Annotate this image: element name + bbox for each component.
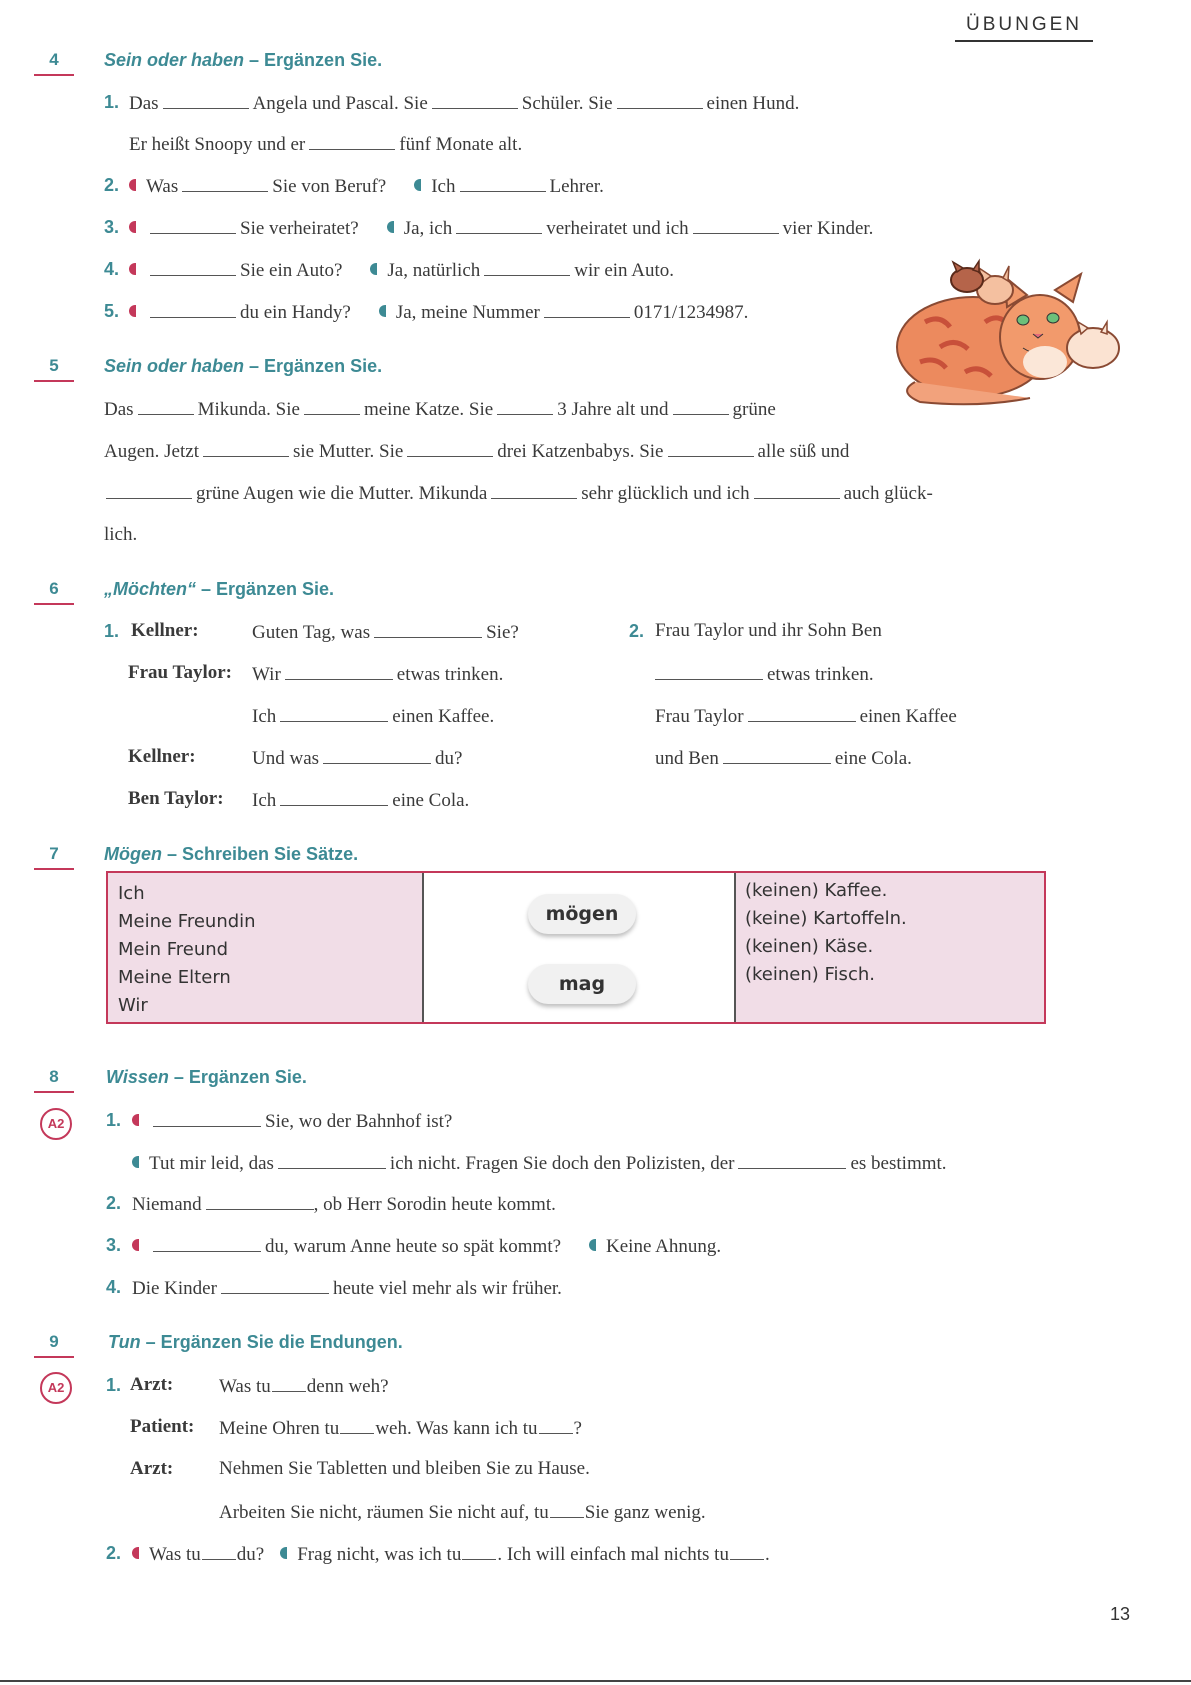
speaker-b-icon [370,263,377,275]
blank[interactable] [655,662,763,680]
exercise-4-line-2: Was Sie von Beruf? Ich Lehrer. [129,174,604,198]
exercise-4-line-1: Das Angela und Pascal. Sie Schüler. Sie einen Hund. [129,93,800,114]
blank[interactable] [374,620,482,638]
item-number: 2. [106,1193,122,1213]
subject: Meine Freundin [118,911,256,932]
blank[interactable] [491,481,577,499]
verb-pill: mag [528,964,636,1004]
blank[interactable] [460,174,546,192]
object: (keinen) Kaffee. [745,880,888,901]
exercise-8-line-4: Die Kinder heute viel mehr als wir früher. [132,1278,562,1299]
exercise-6-title: „Möchten“ – Ergänzen Sie. [104,579,335,599]
speaker-b-icon [387,221,394,233]
dialog-line: Nehmen Sie Tabletten und bleiben Sie zu Hause. [219,1458,590,1479]
dialog-line: Arbeiten Sie nicht, räumen Sie nicht auf, tu Sie ganz wenig. [219,1502,706,1523]
dialog-line: Was tu denn weh? [219,1376,389,1397]
exercise-7-title: Mögen – Schreiben Sie Sätze. [104,844,359,864]
blank[interactable] [202,1542,236,1560]
blank[interactable] [150,216,236,234]
item-number: 4. [106,1277,122,1297]
item-number: 1. [106,1110,122,1130]
speaker-b-icon [589,1239,596,1251]
page-number: 13 [1110,1604,1131,1624]
blank[interactable] [462,1542,496,1560]
blank[interactable] [280,704,388,722]
subject: Mein Freund [118,939,229,960]
blank[interactable] [407,439,493,457]
item-number: 4. [104,259,120,279]
dialog-line: Frau Taylor und ihr Sohn Ben [655,620,882,641]
blank[interactable] [323,746,431,764]
blank[interactable] [106,481,192,499]
dialog-line: Wir etwas trinken. [252,664,504,685]
dialog-line: Meine Ohren tu weh. Was kann ich tu ? [219,1418,582,1439]
dialog-line: Frau Taylor einen Kaffee [655,706,957,727]
item-number: 2. [629,621,645,641]
exercise-5-line-1: Das Mikunda. Sie meine Katze. Sie 3 Jahre alt und grüne [104,399,776,420]
blank[interactable] [280,788,388,806]
blank[interactable] [153,1234,261,1252]
verb-pill: mögen [528,894,636,934]
speaker-label: Ben Taylor: [128,788,224,809]
subject: Ich [118,883,145,904]
speaker-a-icon [132,1239,139,1251]
blank[interactable] [278,1151,386,1169]
blank[interactable] [182,174,268,192]
blank[interactable] [484,258,570,276]
item-number: 3. [106,1235,122,1255]
exercise-8-line-2: Niemand , ob Herr Sorodin heute kommt. [132,1194,556,1215]
blank[interactable] [221,1276,329,1294]
blank[interactable] [456,216,542,234]
exercise-9-number: 9 [34,1332,74,1358]
exercise-5-title: Sein oder haben – Ergänzen Sie. [104,356,383,376]
blank[interactable] [309,132,395,150]
item-number: 2. [106,1543,122,1563]
dialog-line: etwas trinken. [655,662,874,686]
blank[interactable] [304,397,360,415]
blank[interactable] [730,1542,764,1560]
subject: Meine Eltern [118,967,231,988]
blank[interactable] [539,1416,573,1434]
speaker-label: Frau Taylor: [128,662,232,683]
exercise-8-line-3: du, warum Anne heute so spät kommt? Keine Ahnung. [132,1234,721,1258]
blank[interactable] [668,439,754,457]
blank[interactable] [754,481,840,499]
blank[interactable] [550,1500,584,1518]
dialog-line: Ich einen Kaffee. [252,706,495,727]
speaker-label: Kellner: [128,746,196,767]
speaker-b-icon [132,1156,139,1168]
blank[interactable] [723,746,831,764]
subjects-column [108,873,422,1022]
mogen-table [106,871,1046,1024]
speaker-b-icon [379,305,386,317]
item-number: 5. [104,301,120,321]
speaker-label: Arzt: [130,1374,174,1395]
dialog-line: Ich eine Cola. [252,790,470,811]
blank[interactable] [432,91,518,109]
blank[interactable] [497,397,553,415]
exercise-8-number: 8 [34,1067,74,1093]
exercise-4-line-3: Sie verheiratet? Ja, ich verheiratet und ich vier Kinder. [129,216,873,240]
exercise-4-number: 4 [34,50,74,76]
blank[interactable] [138,397,194,415]
exercise-5-number: 5 [34,356,74,382]
page-edge-divider [0,1680,1191,1682]
exercise-4-line-4: Sie ein Auto? Ja, natürlich wir ein Auto. [129,258,674,282]
dialog-line: Guten Tag, was Sie? [252,622,519,643]
blank[interactable] [673,397,729,415]
exercise-5-line-4: lich. [104,524,138,545]
blank[interactable] [163,91,249,109]
exercise-8-title: Wissen – Ergänzen Sie. [106,1067,307,1087]
item-number: 2. [104,175,120,195]
speaker-a-icon [132,1114,139,1126]
blank[interactable] [617,91,703,109]
level-badge: A2 [40,1108,72,1140]
exercise-4-title: Sein oder haben – Ergänzen Sie. [104,50,383,70]
item-number: 1. [104,92,120,112]
speaker-a-icon [132,1547,139,1559]
object: (keine) Kartoffeln. [745,908,907,929]
item-number: 1. [106,1375,122,1395]
exercise-4-line-5: du ein Handy? Ja, meine Nummer 0171/1234987. [129,300,748,324]
exercise-5-line-3: grüne Augen wie die Mutter. Mikunda sehr glücklich und ich auch glück- [104,481,933,505]
blank[interactable] [206,1192,314,1210]
cat-family-illustration [895,252,1125,412]
blank[interactable] [544,300,630,318]
speaker-label: Kellner: [131,620,199,641]
verbs-column [422,873,736,1022]
exercise-8-line-1: Sie, wo der Bahnhof ist? [132,1109,452,1133]
object: (keinen) Käse. [745,936,874,957]
level-badge: A2 [40,1372,72,1404]
dialog-line: und Ben eine Cola. [655,748,912,769]
blank[interactable] [748,704,856,722]
exercise-8-line-1b: Tut mir leid, das ich nicht. Fragen Sie doch den Polizisten, der es bestimmt. [132,1151,947,1175]
speaker-label: Patient: [130,1416,195,1437]
exercise-4-line-1b: Er heißt Snoopy und er fünf Monate alt. [129,134,523,155]
speaker-b-icon [280,1547,287,1559]
blank[interactable] [203,439,289,457]
dialog-line: Was tu du? Frag nicht, was ich tu . Ich will einfach mal nichts tu . [132,1542,770,1566]
exercise-7-number: 7 [34,844,74,870]
item-number: 1. [104,621,120,641]
blank[interactable] [150,300,236,318]
subject: Wir [118,995,148,1016]
speaker-a-icon [129,221,136,233]
exercise-9-title: Tun – Ergänzen Sie die Endungen. [108,1332,403,1352]
speaker-a-icon [129,263,136,275]
speaker-b-icon [414,179,421,191]
dialog-line: Und was du? [252,748,463,769]
item-number: 3. [104,217,120,237]
blank[interactable] [340,1416,374,1434]
speaker-a-icon [129,305,136,317]
exercise-6-number: 6 [34,579,74,605]
speaker-label: Arzt: [130,1458,174,1479]
blank[interactable] [153,1109,261,1127]
blank[interactable] [693,216,779,234]
blank[interactable] [738,1151,846,1169]
object: (keinen) Fisch. [745,964,875,985]
blank[interactable] [272,1374,306,1392]
blank[interactable] [285,662,393,680]
objects-column [736,873,1044,1022]
speaker-a-icon [129,179,136,191]
section-header: ÜBUNGEN [955,14,1093,42]
exercise-5-line-2: Augen. Jetzt sie Mutter. Sie drei Katzenbabys. Sie alle süß und [104,441,850,462]
blank[interactable] [150,258,236,276]
